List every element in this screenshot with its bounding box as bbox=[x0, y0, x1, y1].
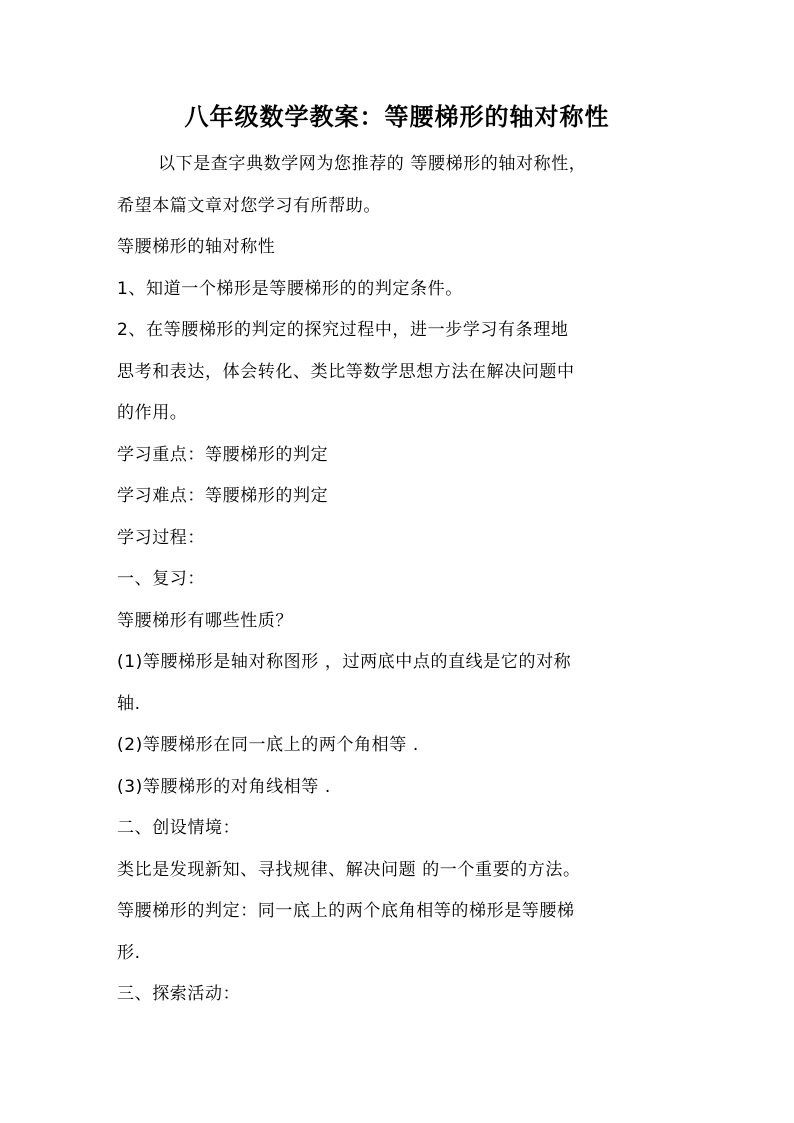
property-1-continued: 轴. bbox=[117, 693, 141, 714]
criterion-line: 等腰梯形的判定：同一底上的两个底角相等的梯形是等腰梯 bbox=[117, 901, 575, 921]
property-3: (3)等腰梯形的对角线相等 . bbox=[117, 776, 331, 797]
context-heading: 二、创设情境： bbox=[117, 818, 241, 838]
property-2: (2)等腰梯形在同一底上的两个角相等 . bbox=[117, 735, 419, 755]
exploration-heading: 三、探索活动： bbox=[117, 984, 241, 1004]
review-question: 等腰梯形有哪些性质？ bbox=[117, 610, 293, 631]
section-heading: 等腰梯形的轴对称性 bbox=[117, 237, 276, 257]
goal-line-2-continued: 思考和表达，体会转化、类比等数学思想方法在解决问题中 bbox=[117, 361, 575, 382]
intro-line-1: 以下是查字典数学网为您推荐的 等腰梯形的轴对称性， bbox=[158, 154, 587, 174]
goal-line-2-end: 的作用。 bbox=[117, 403, 188, 423]
difficult-point-line: 学习难点：等腰梯形的判定 bbox=[117, 486, 329, 506]
context-line-1: 类比是发现新知、寻找规律、解决问题 的一个重要的方法。 bbox=[117, 859, 581, 880]
property-1: (1)等腰梯形是轴对称图形 ，过两底中点的直线是它的对称 bbox=[117, 652, 572, 672]
process-heading: 学习过程： bbox=[117, 527, 205, 548]
goal-line-2: 2、在等腰梯形的判定的探究过程中，进一步学习有条理地 bbox=[117, 320, 569, 340]
criterion-line-continued: 形. bbox=[117, 942, 141, 963]
document-body bbox=[117, 144, 687, 1016]
goal-line-1: 1、知道一个梯形是等腰梯形的的判定条件。 bbox=[117, 278, 463, 299]
document-title: 八年级数学教案：等腰梯形的轴对称性 bbox=[184, 103, 610, 131]
intro-line-2: 希望本篇文章对您学习有所帮助。 bbox=[117, 195, 381, 216]
review-heading: 一、复习： bbox=[117, 569, 205, 589]
key-point-line: 学习重点：等腰梯形的判定 bbox=[117, 444, 329, 465]
